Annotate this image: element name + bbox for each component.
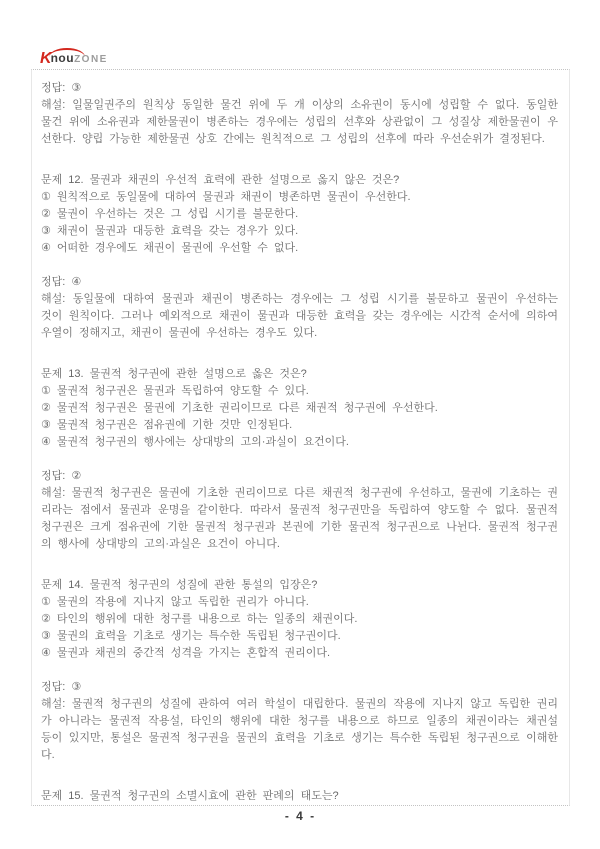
- answer-label: 정답: ④: [41, 276, 82, 288]
- qa-blocks-container: [41, 80, 558, 805]
- choice-item: ① 원칙적으로 동일물에 대하여 물권과 채권이 병존하면 물권이 우선한다.: [41, 191, 411, 203]
- content-area: [31, 69, 570, 806]
- choice-item: ③ 물권적 청구권은 점유권에 기한 것만 인정된다.: [41, 419, 293, 431]
- question-block: [41, 172, 558, 257]
- question-block: [41, 577, 558, 662]
- question-title: 문제 15. 물권적 청구권의 소멸시효에 관한 판례의 태도는?: [41, 790, 339, 802]
- question-title: 문제 13. 물권적 청구권에 관한 설명으로 옳은 것은?: [41, 368, 307, 380]
- question-title: 문제 12. 물권과 채권의 우선적 효력에 관한 설명으로 옳지 않은 것은?: [41, 174, 400, 186]
- choice-item: ④ 물권적 청구권의 행사에는 상대방의 고의·과실이 요건이다.: [41, 436, 349, 448]
- choice-item: ② 물권적 청구권은 물권에 기초한 권리이므로 다른 채권적 청구권에 우선한다.: [41, 402, 438, 414]
- answer-label: 정답: ③: [41, 82, 82, 94]
- answer-block: [41, 274, 558, 342]
- explanation-text: 해설: 동일물에 대하여 물권과 채권이 병존하는 경우에는 그 성립 시기를 불문하고 물권이 우선하는 것이 원칙이다. 그러나 예외적으로 채권이 물권과 대등한 효력을 갖는 경우에는 시간적 순서에 의하여 우열이 정해지고, 채권이 물권에 우선하는 경우도 있다.: [41, 293, 558, 339]
- answer-block: [41, 468, 558, 553]
- answer-label: 정답: ③: [41, 681, 82, 693]
- choice-item: ④ 물권과 채권의 중간적 성격을 가지는 혼합적 권리이다.: [41, 647, 331, 659]
- answer-block: [41, 679, 558, 764]
- logo-letter-k: K: [40, 50, 51, 67]
- choice-item: ① 물권적 청구권은 물권과 독립하여 양도할 수 있다.: [41, 385, 309, 397]
- explanation-text: 해설: 물권적 청구권의 성질에 관하여 여러 학설이 대립한다. 물권의 작용에 지나지 않고 독립한 권리가 아니라는 물권적 작용설, 타인의 행위에 대한 청구를 내용으로 하므로 일종의 채권이라는 채권설 등이 있지만, 통설은 물권적 청구권을 물권의 효력을 기초로 생기는 특수한 독립된 청구권으로 이해한다.: [41, 698, 558, 761]
- knouzone-logo: [40, 49, 108, 67]
- choice-item: ③ 채권이 물권과 대등한 효력을 갖는 경우가 있다.: [41, 225, 299, 237]
- question-title: 문제 14. 물권적 청구권의 성질에 관한 통설의 입장은?: [41, 579, 318, 591]
- page-number: - 4 -: [284, 809, 317, 823]
- choice-item: ① 물권의 작용에 지나지 않고 독립한 권리가 아니다.: [41, 596, 309, 608]
- explanation-text: 해설: 일물일권주의 원칙상 동일한 물건 위에 두 개 이상의 소유권이 동시에 성립할 수 없다. 동일한 물건 위에 소유권과 제한물권이 병존하는 경우에는 성립의 선후와 상관없이 그 성질상 제한물권이 우선한다. 양립 가능한 제한물권 상호 간에는 원칙적으로 그 성립의 선후에 따라 우선순위가 결정된다.: [41, 99, 558, 145]
- explanation-text: 해설: 물권적 청구권은 물권에 기초한 권리이므로 다른 채권적 청구권에 우선하고, 물권에 기초하는 권리라는 점에서 물권과 운명을 같이한다. 따라서 물권적 청구권만을 독립하여 양도할 수 없다. 물권적 청구권은 크게 점유권에 기한 물권적 청구권과 본권에 기한 물권적 청구권으로 나뉜다. 물권적 청구권의 행사에 상대방의 고의·과실은 요건이 아니다.: [41, 487, 558, 550]
- choice-item: ③ 물권의 효력을 기초로 생기는 특수한 독립된 청구권이다.: [41, 630, 341, 642]
- choice-item: ④ 어떠한 경우에도 채권이 물권에 우선할 수 없다.: [41, 242, 299, 254]
- answer-block: [41, 80, 558, 148]
- logo-text-zone: ZONE: [74, 53, 108, 65]
- question-block: [41, 366, 558, 451]
- logo-text-nou: nou: [50, 51, 75, 65]
- choice-item: ② 물권이 우선하는 것은 그 성립 시기를 불문한다.: [41, 208, 299, 220]
- answer-label: 정답: ②: [41, 470, 82, 482]
- question-block: [41, 788, 558, 805]
- choice-item: ② 타인의 행위에 대한 청구를 내용으로 하는 일종의 채권이다.: [41, 613, 358, 625]
